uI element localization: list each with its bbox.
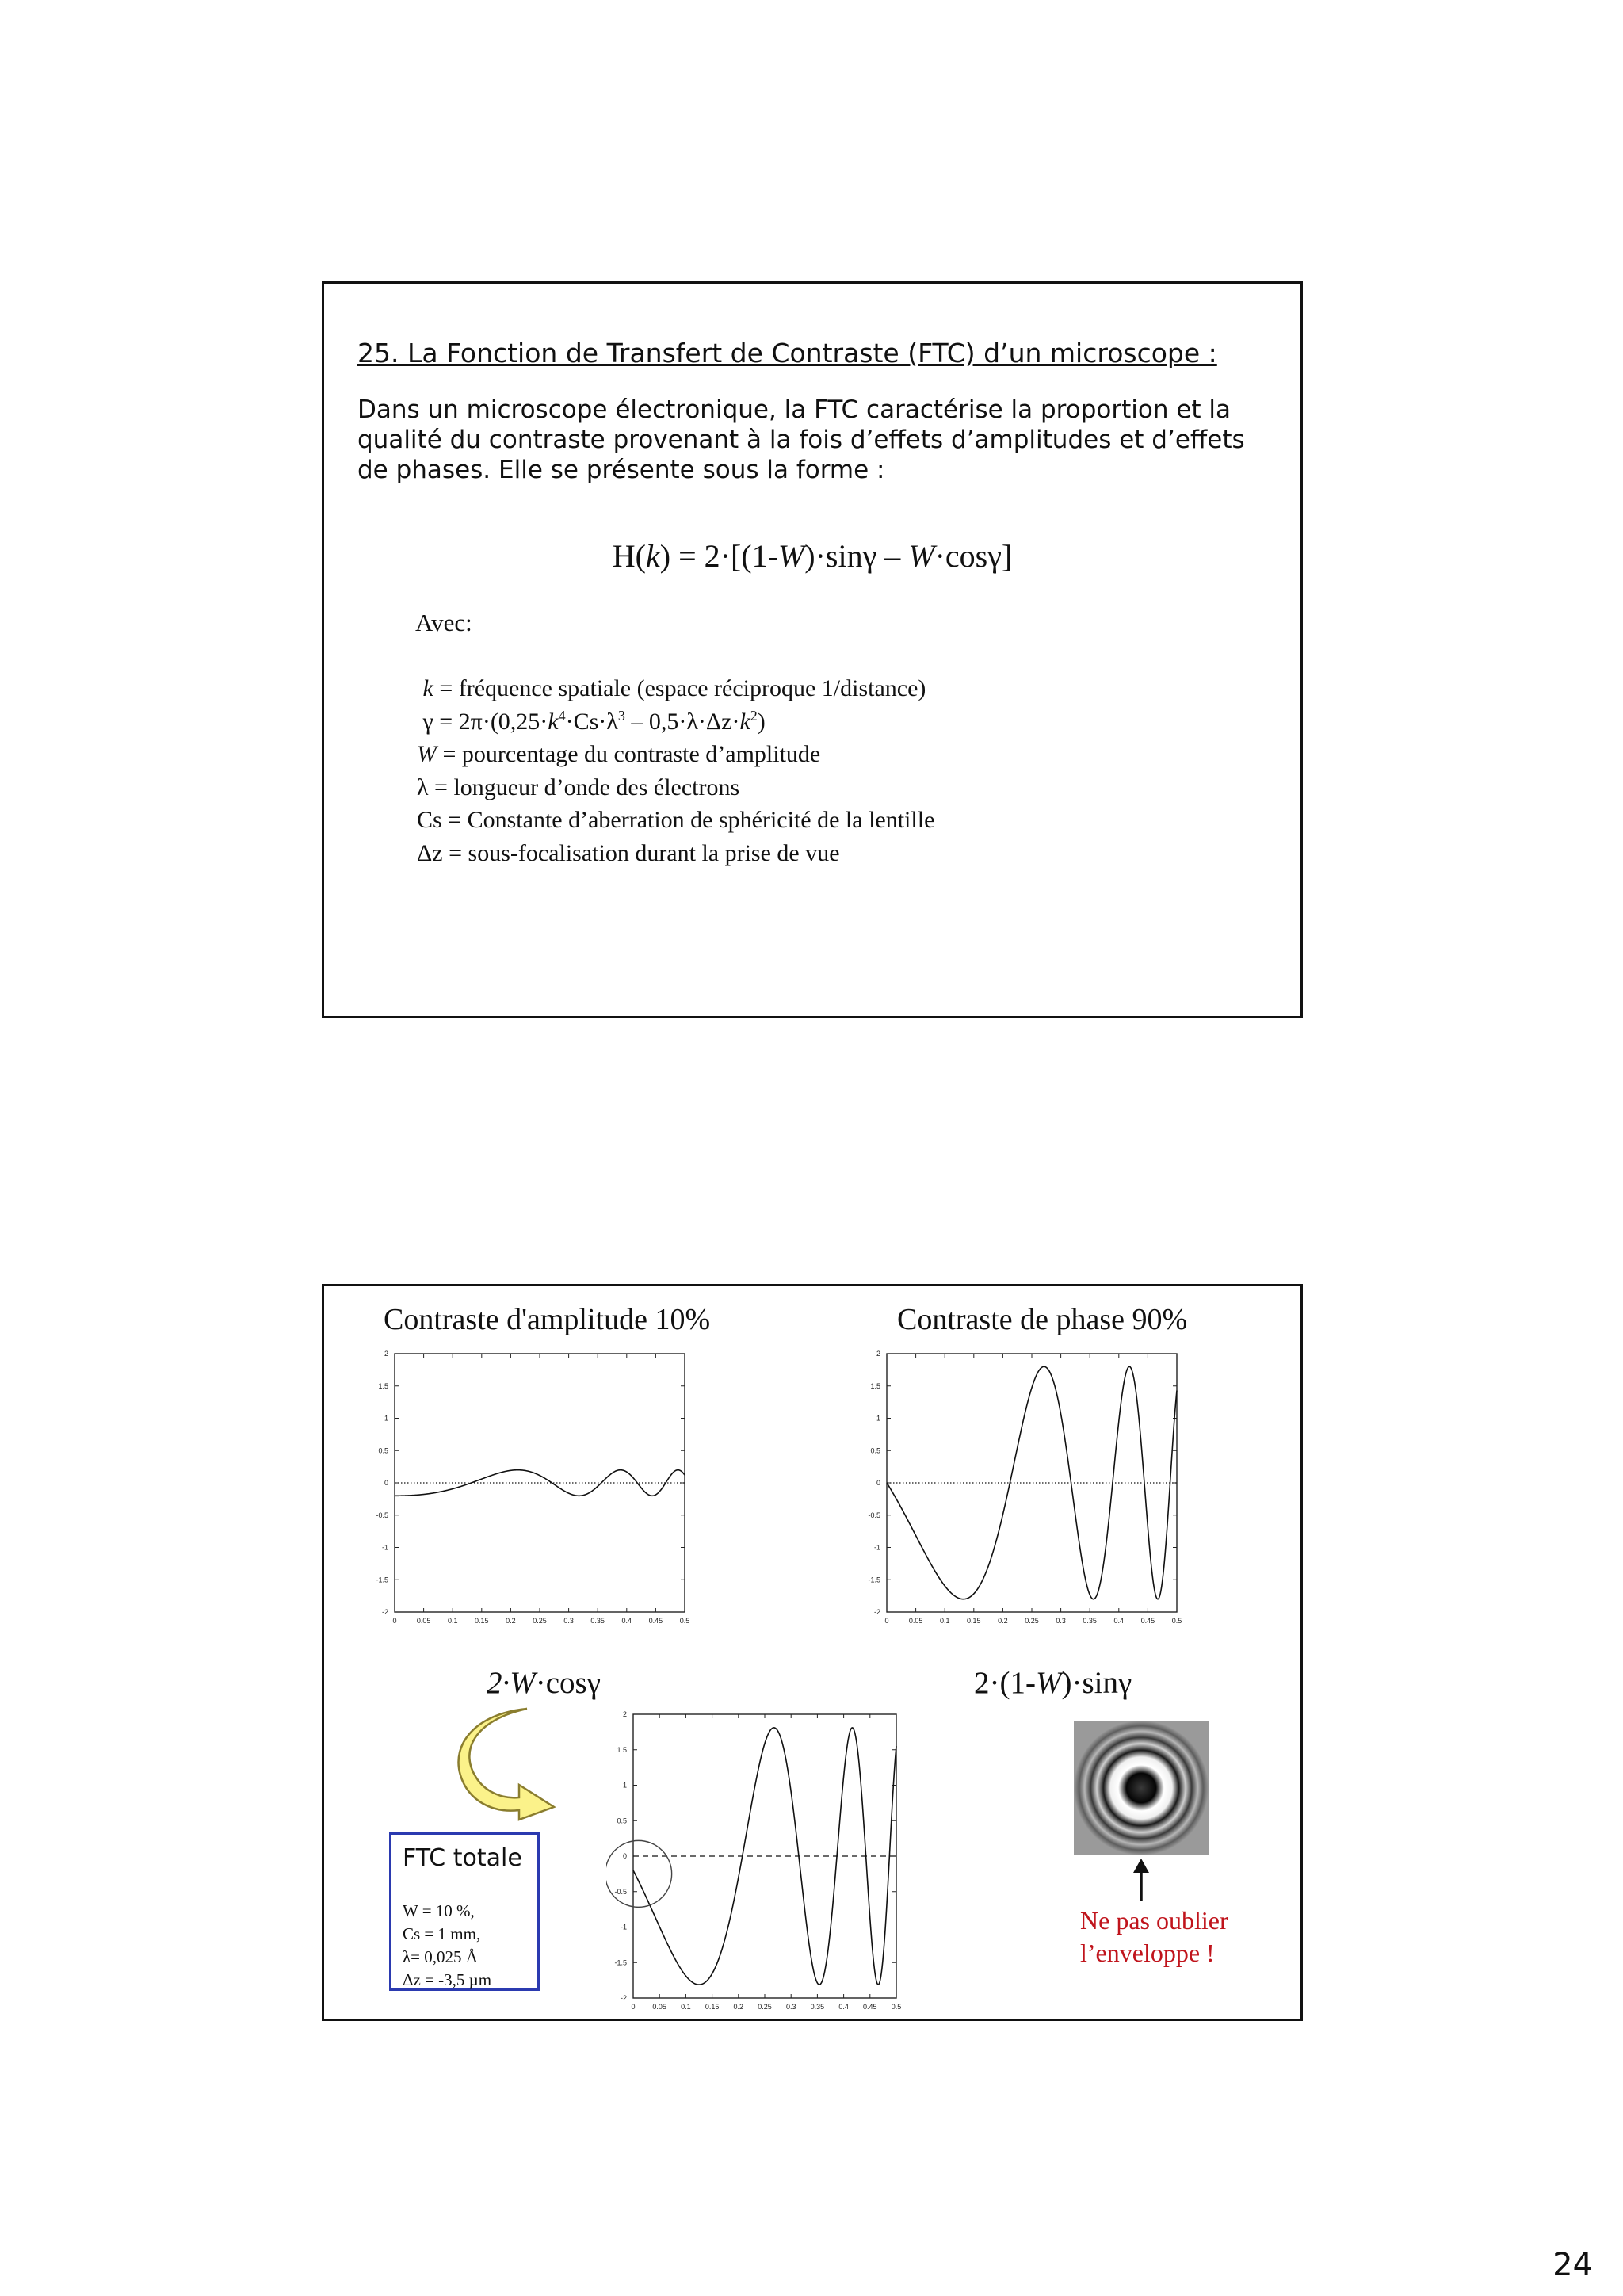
- x-tick-label: 0.45: [1140, 1617, 1155, 1625]
- x-tick-label: 0.15: [475, 1617, 489, 1625]
- y-tick-label: 0: [876, 1479, 880, 1487]
- def-k: k = fréquence spatiale (espace réciproque 1/distance): [422, 675, 926, 701]
- y-tick-label: -1: [620, 1923, 627, 1931]
- x-tick-label: 0.15: [967, 1617, 981, 1625]
- phase-contrast-plot: [860, 1346, 1193, 1647]
- y-tick-label: -2: [381, 1608, 388, 1616]
- y-tick-label: -0.5: [614, 1887, 627, 1896]
- y-tick-label: -2: [873, 1608, 880, 1616]
- y-tick-label: -1: [381, 1543, 388, 1552]
- y-tick-label: 1.5: [617, 1745, 627, 1754]
- def-dz: Δz = sous-focalisation durant la prise de vue: [417, 839, 840, 866]
- def-w: W = pourcentage du contraste d’amplitude: [417, 741, 821, 767]
- y-tick-label: -0.5: [868, 1511, 880, 1519]
- def-lambda: λ = longueur d’onde des électrons: [417, 774, 740, 800]
- plot-right-title: Contraste de phase 90%: [897, 1303, 1188, 1336]
- x-tick-label: 0.4: [838, 2003, 849, 2011]
- y-tick-label: 1: [876, 1414, 880, 1423]
- slide-title: 25. La Fonction de Transfert de Contraste (FTC) d’un microscope :: [357, 338, 1217, 369]
- ctf-formula: H(k) = 2·[(1-W)·sinγ – W·cosγ]: [612, 538, 1013, 574]
- x-tick-label: 0.35: [810, 2003, 825, 2011]
- x-tick-label: 0.05: [908, 1617, 923, 1625]
- y-tick-label: 1: [384, 1414, 388, 1423]
- x-tick-label: 0.1: [939, 1617, 950, 1625]
- y-tick-label: -1: [873, 1543, 880, 1552]
- y-tick-label: 2: [876, 1350, 880, 1358]
- y-tick-label: -2: [620, 1994, 627, 2002]
- def-gamma: $\gamma = 2\pi\cdot(0,25\cdot k^4\cdot Cs\cdot\lambda^3 - 0,5\cdot\lambda\cdot\Delta z\cdot k^2)$: [422, 707, 766, 735]
- x-tick-label: 0.3: [785, 2003, 796, 2011]
- x-tick-label: 0: [884, 1617, 889, 1625]
- x-tick-label: 0.4: [1113, 1617, 1125, 1625]
- x-tick-label: 0.05: [652, 2003, 666, 2011]
- plot-frame: [395, 1354, 685, 1612]
- envelope-warning: Ne pas oublier l’enveloppe !: [1080, 1906, 1228, 1967]
- x-tick-label: 0.5: [679, 1617, 690, 1625]
- y-tick-label: -0.5: [376, 1511, 388, 1519]
- x-tick-label: 0.05: [416, 1617, 431, 1625]
- total-ctf-plot: [606, 1706, 907, 2022]
- x-tick-label: 0.2: [733, 2003, 744, 2011]
- avec-label: Avec:: [415, 609, 472, 636]
- definitions-list: [417, 672, 934, 869]
- page-number: 24: [1552, 2247, 1593, 2283]
- x-tick-label: 0.1: [447, 1617, 458, 1625]
- x-tick-label: 0.45: [863, 2003, 877, 2011]
- caption-cos-term: 2·W·cosγ: [487, 1666, 601, 1700]
- y-tick-label: 1.5: [870, 1381, 880, 1390]
- y-tick-label: 0: [384, 1479, 388, 1487]
- x-tick-label: 0.25: [1025, 1617, 1039, 1625]
- x-tick-label: 0.25: [758, 2003, 772, 2011]
- x-tick-label: 0.3: [563, 1617, 574, 1625]
- def-cs: Cs = Constante d’aberration de sphéricité de la lentille: [417, 807, 935, 833]
- y-tick-label: -1.5: [868, 1576, 880, 1584]
- x-tick-label: 0.45: [648, 1617, 663, 1625]
- y-tick-label: 2: [622, 1710, 627, 1718]
- y-tick-label: 2: [384, 1350, 388, 1358]
- y-tick-label: -1.5: [376, 1576, 388, 1584]
- ctf-curve: [395, 1470, 685, 1496]
- ftc-parameters: W = 10 %, Cs = 1 mm, λ= 0,025 Å Δz = -3,5 µm: [403, 1901, 492, 1989]
- x-tick-label: 0.35: [590, 1617, 605, 1625]
- up-arrow-icon: [1131, 1857, 1151, 1903]
- y-tick-label: 0: [622, 1852, 627, 1860]
- origin-highlight-circle: [606, 1840, 672, 1907]
- x-tick-label: 0.1: [681, 2003, 691, 2011]
- envelope-rings-image: [1074, 1721, 1209, 1855]
- slide-ftc-definition: [322, 281, 1303, 1018]
- x-tick-label: 0.5: [1171, 1617, 1182, 1625]
- amplitude-contrast-plot: [368, 1346, 701, 1647]
- x-tick-label: 0.2: [506, 1617, 516, 1625]
- ftc-total-title: FTC totale: [403, 1844, 522, 1872]
- caption-sin-term: 2·(1-W)·sinγ: [974, 1666, 1132, 1700]
- curved-arrow-icon: [451, 1702, 562, 1821]
- x-tick-label: 0.15: [705, 2003, 720, 2011]
- plot-left-title: Contraste d'amplitude 10%: [384, 1303, 711, 1336]
- x-tick-label: 0: [631, 2003, 636, 2011]
- x-tick-label: 0.5: [891, 2003, 902, 2011]
- x-tick-label: 0.4: [621, 1617, 632, 1625]
- y-tick-label: 0.5: [870, 1446, 880, 1455]
- x-tick-label: 0.2: [998, 1617, 1008, 1625]
- y-tick-label: 1.5: [378, 1381, 388, 1390]
- x-tick-label: 0: [392, 1617, 397, 1625]
- slide-ftc-plots: [322, 1284, 1303, 2021]
- y-tick-label: 1: [622, 1781, 627, 1790]
- x-tick-label: 0.3: [1056, 1617, 1066, 1625]
- ftc-total-box: [389, 1832, 540, 1991]
- x-tick-label: 0.35: [1083, 1617, 1097, 1625]
- y-tick-label: -1.5: [614, 1958, 627, 1967]
- intro-paragraph: Dans un microscope électronique, la FTC caractérise la proportion et la qualité du contraste provenant à la fois d’effets d’amplitudes et d’effets de phases. Elle se présente sous la forme :: [357, 395, 1245, 484]
- y-tick-label: 0.5: [378, 1446, 388, 1455]
- y-tick-label: 0.5: [617, 1817, 627, 1825]
- x-tick-label: 0.25: [533, 1617, 547, 1625]
- plot-frame: [887, 1354, 1177, 1612]
- ctf-curve: [887, 1366, 1177, 1599]
